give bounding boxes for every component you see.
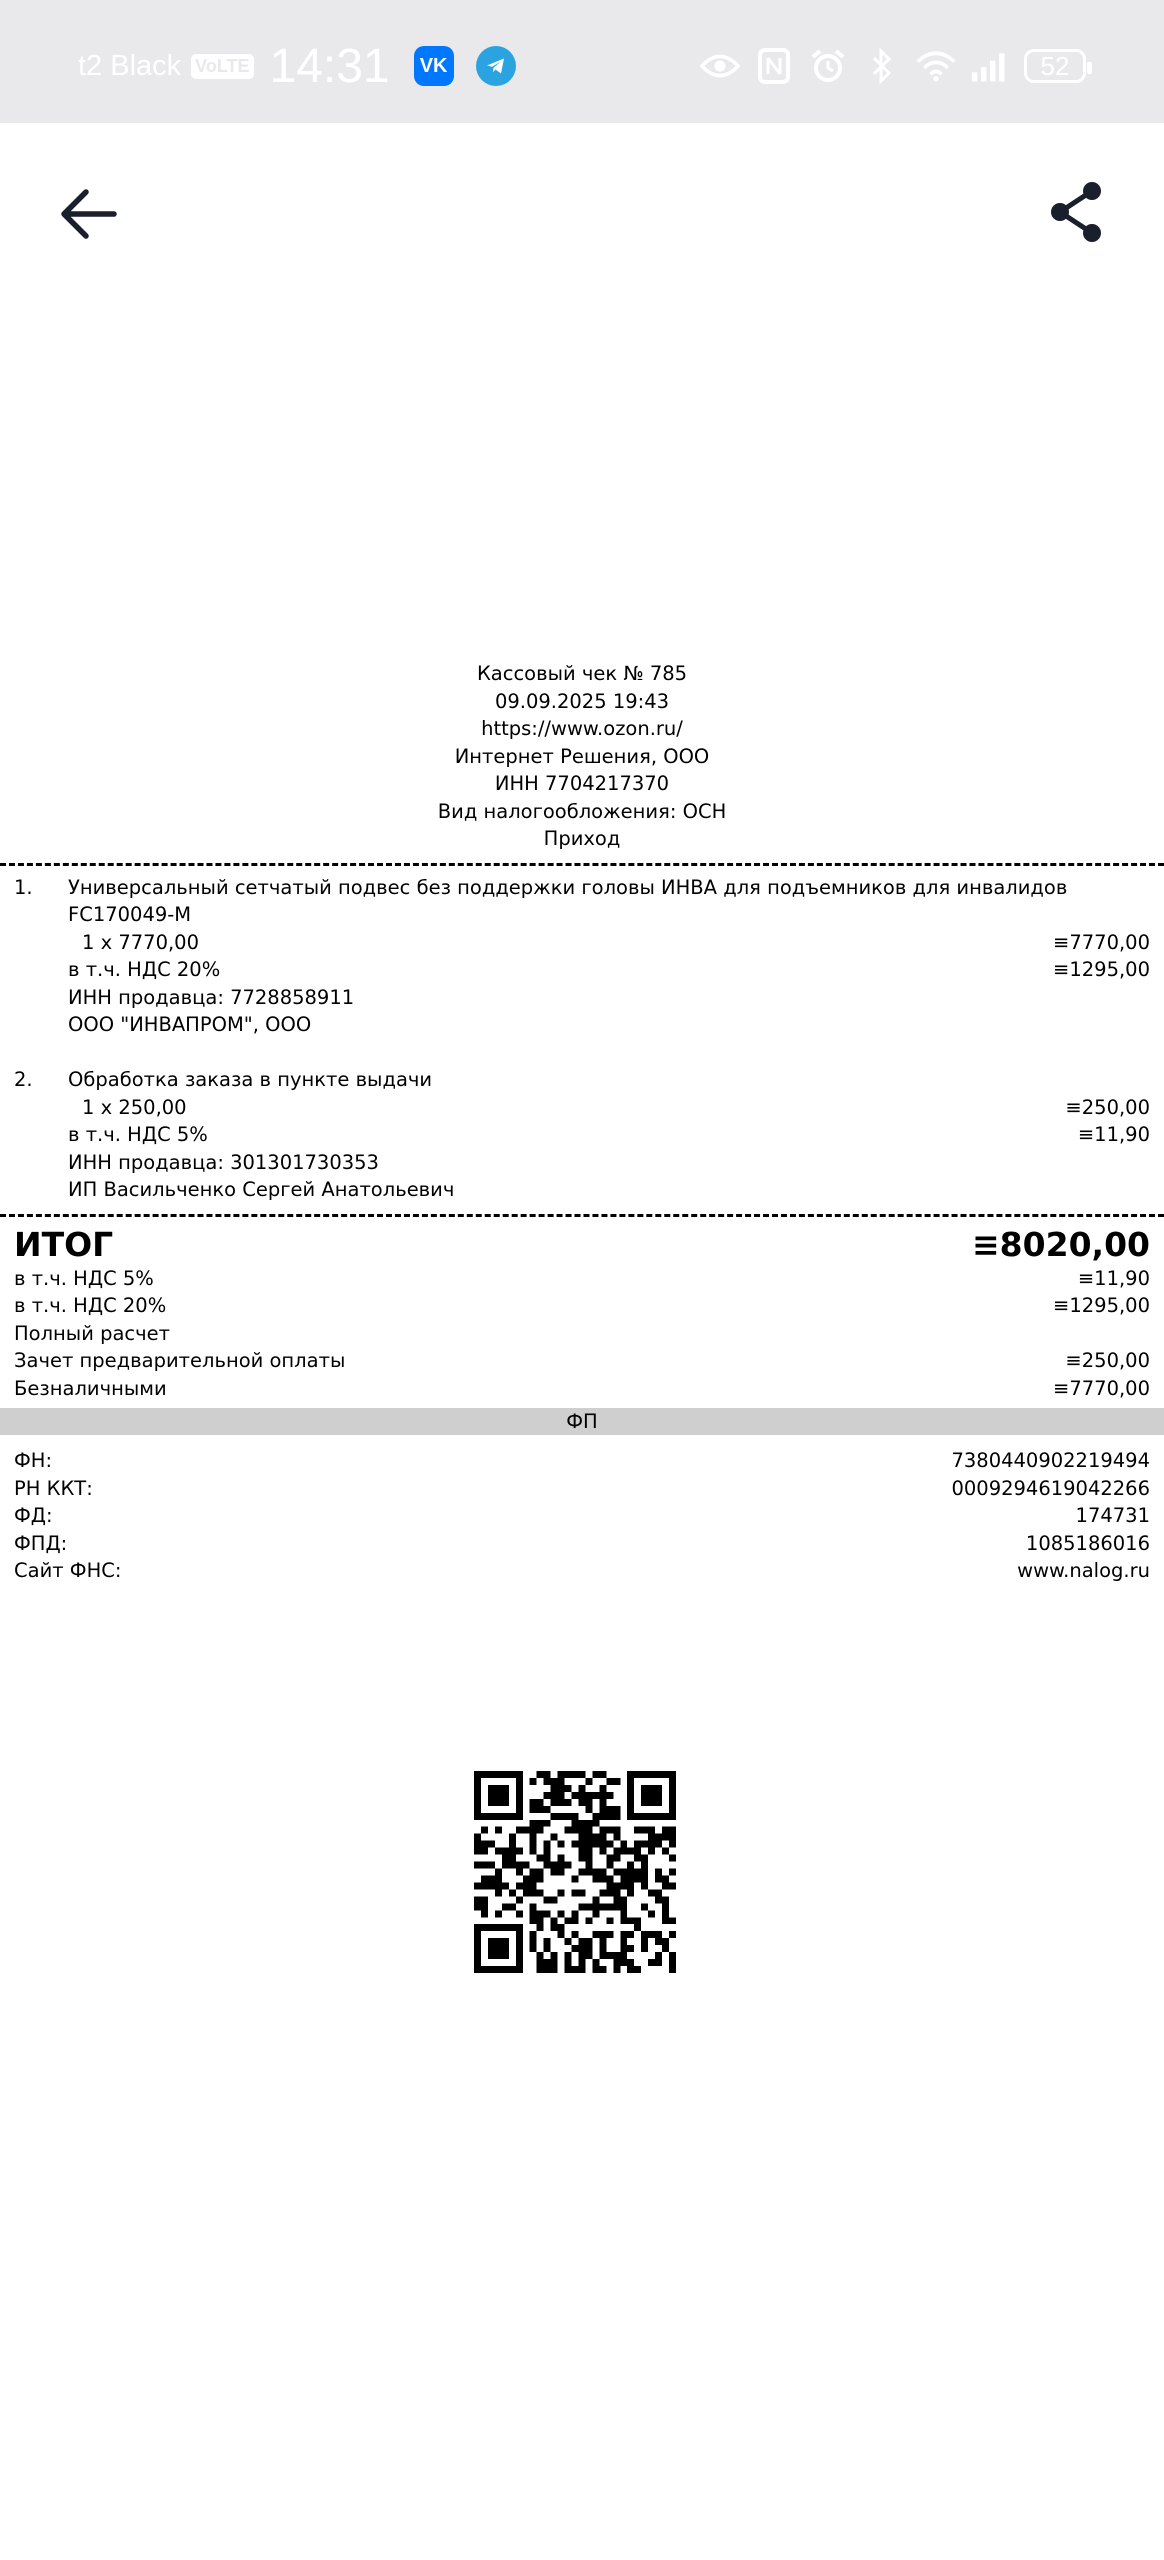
totals-value: ≡7770,00: [1053, 1376, 1150, 1400]
item-seller-inn: ИНН продавца: 301301730353: [68, 1150, 379, 1174]
receipt-url: https://www.ozon.ru/: [481, 717, 683, 740]
receipt: [0, 660, 1164, 1585]
fiscal-section: [0, 1435, 1164, 1585]
totals-value: ≡11,90: [1077, 1266, 1150, 1290]
fiscal-row: [14, 1502, 1150, 1530]
fiscal-value: www.nalog.ru: [1017, 1559, 1150, 1582]
item-seller-inn-row: [68, 1149, 1150, 1177]
fiscal-row: [14, 1475, 1150, 1503]
item-seller-name: ИП Васильченко Сергей Анатольевич: [68, 1178, 455, 1201]
fiscal-label: ФД:: [14, 1504, 53, 1527]
item-seller-name-row: [68, 1011, 1150, 1039]
item-sum: ≡250,00: [1065, 1095, 1150, 1119]
item-vat-row: [68, 956, 1150, 984]
item-vat-label: в т.ч. НДС 5%: [68, 1123, 208, 1146]
volte-badge: VoLTE: [191, 54, 253, 79]
qr-code: [474, 1771, 676, 1973]
battery-indicator: [1024, 49, 1086, 83]
total-value: ≡8020,00: [972, 1224, 1150, 1264]
fp-section-header: ФП: [0, 1408, 1164, 1435]
fiscal-row: [14, 1530, 1150, 1558]
receipt-tax-system: Вид налогообложения: ОСН: [437, 799, 727, 823]
totals-value: ≡250,00: [1065, 1349, 1150, 1372]
vk-icon-label: VK: [419, 54, 448, 77]
item-number: 2.: [14, 1068, 33, 1091]
item-name-row: [68, 874, 1150, 902]
item-qty-row: [68, 929, 1150, 957]
item-seller-name: ООО "ИНВАПРОМ", ООО: [68, 1013, 312, 1036]
divider: [0, 1214, 1164, 1217]
nfc-icon: [754, 46, 794, 86]
receipt-operation-type: Приход: [543, 827, 621, 850]
battery-level: 52: [1040, 50, 1070, 81]
item-name-row-2: [68, 901, 1150, 929]
totals-section: [0, 1225, 1164, 1403]
status-bar-left: [78, 38, 516, 94]
item-vat-row: [68, 1121, 1150, 1149]
item-qty-price: 1 x 7770,00: [82, 930, 199, 954]
fiscal-value: 1085186016: [1025, 1531, 1150, 1555]
totals-row: [14, 1320, 1150, 1348]
fiscal-label: ФПД:: [14, 1531, 68, 1555]
totals-label: Безналичными: [14, 1376, 167, 1400]
telegram-notification-icon: [476, 46, 516, 86]
vk-notification-icon: [414, 46, 454, 86]
fiscal-row: [14, 1557, 1150, 1585]
fiscal-value: 7380440902219494: [951, 1449, 1150, 1472]
item-name: Универсальный сетчатый подвес без поддержки головы ИНВА для подъемников для инвалидов: [68, 875, 1068, 899]
item-spacer: [0, 1039, 1164, 1067]
totals-row: [14, 1375, 1150, 1403]
receipt-datetime: 09.09.2025 19:43: [494, 689, 670, 713]
item-vat-sum: ≡11,90: [1077, 1123, 1150, 1146]
bluetooth-icon: [862, 46, 902, 86]
item-qty-price: 1 x 250,00: [82, 1095, 187, 1119]
receipt-company: Интернет Решения, ООО: [454, 744, 710, 768]
signal-icon: [970, 46, 1010, 86]
receipt-item: [0, 874, 1164, 1039]
totals-label: Зачет предварительной оплаты: [14, 1349, 346, 1372]
share-button[interactable]: [1040, 176, 1112, 248]
carrier-name: t2 Black: [78, 49, 182, 82]
alarm-icon: [808, 46, 848, 86]
divider: [0, 863, 1164, 866]
share-icon: [1046, 179, 1106, 245]
fiscal-label: Сайт ФНС:: [14, 1559, 122, 1582]
fiscal-value: 0009294619042266: [951, 1476, 1150, 1500]
totals-label: Полный расчет: [14, 1321, 170, 1345]
arrow-left-icon: [58, 188, 118, 240]
item-name-cont: FC170049-M: [68, 903, 192, 926]
receipt-item: [0, 1066, 1164, 1204]
item-name: Обработка заказа в пункте выдачи: [68, 1068, 433, 1091]
item-qty-row: [68, 1094, 1150, 1122]
clock-time: 14:31: [269, 39, 390, 93]
totals-row: [14, 1292, 1150, 1320]
item-seller-inn: ИНН продавца: 7728858911: [68, 985, 355, 1009]
fiscal-label: ФН:: [14, 1449, 53, 1472]
status-bar-right: [700, 38, 1086, 94]
total-row: [14, 1225, 1150, 1265]
fiscal-value: 174731: [1075, 1504, 1150, 1527]
receipt-header: [0, 660, 1164, 853]
fiscal-label: РН ККТ:: [14, 1476, 93, 1500]
item-vat-label: в т.ч. НДС 20%: [68, 958, 221, 981]
status-bar: [0, 0, 1164, 123]
item-name-row: [68, 1066, 1150, 1094]
totals-label: в т.ч. НДС 20%: [14, 1294, 167, 1317]
totals-row: [14, 1347, 1150, 1375]
item-sum: ≡7770,00: [1053, 930, 1150, 954]
totals-row: [14, 1265, 1150, 1293]
fiscal-row: [14, 1447, 1150, 1475]
totals-label: в т.ч. НДС 5%: [14, 1266, 154, 1290]
receipt-number: Кассовый чек № 785: [476, 662, 688, 685]
receipt-inn: ИНН 7704217370: [494, 772, 670, 795]
wifi-icon: [916, 46, 956, 86]
eye-icon: [700, 46, 740, 86]
total-label: ИТОГ: [14, 1224, 114, 1264]
item-vat-sum: ≡1295,00: [1053, 958, 1150, 981]
back-button[interactable]: [52, 178, 124, 250]
item-seller-name-row: [68, 1176, 1150, 1204]
item-seller-inn-row: [68, 984, 1150, 1012]
totals-value: ≡1295,00: [1053, 1294, 1150, 1317]
item-number: 1.: [14, 875, 33, 899]
